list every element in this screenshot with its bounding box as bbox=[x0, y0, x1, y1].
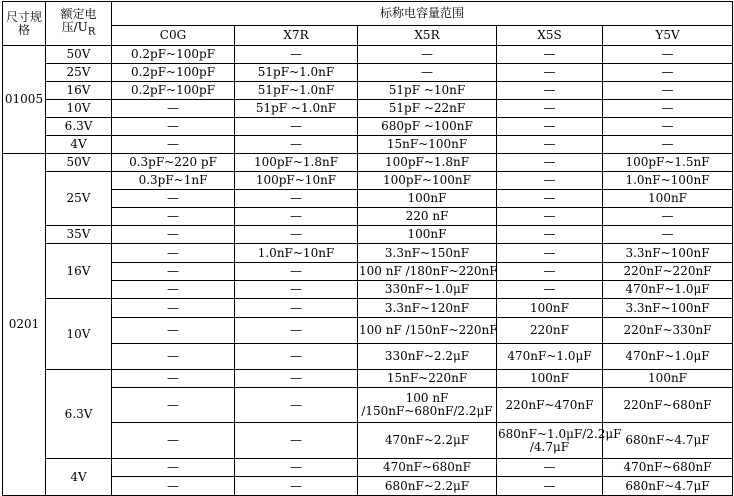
voltage-cell: 6.3V bbox=[46, 370, 112, 459]
table-cell: — bbox=[235, 459, 358, 477]
table-cell: 220nF~680nF bbox=[603, 388, 733, 423]
voltage-cell: 25V bbox=[46, 172, 112, 226]
table-cell: — bbox=[235, 46, 358, 64]
table-cell: — bbox=[603, 208, 733, 226]
table-cell: — bbox=[235, 281, 358, 299]
table-cell: — bbox=[112, 477, 235, 496]
table-cell: 51pF~1.0nF bbox=[235, 64, 358, 82]
table-cell: 1.0nF~10nF bbox=[235, 244, 358, 263]
table-cell: — bbox=[112, 100, 235, 118]
size-cell-01005: 01005 bbox=[3, 46, 46, 154]
table-cell: — bbox=[112, 226, 235, 244]
table-cell: 220nF bbox=[497, 318, 603, 344]
table-cell: — bbox=[358, 46, 497, 64]
table-cell: 100 nF /180nF~220nF bbox=[358, 263, 497, 281]
table-cell: 220nF~220nF bbox=[603, 263, 733, 281]
table-cell: 0.2pF~100pF bbox=[112, 64, 235, 82]
table-cell: 15nF~100nF bbox=[358, 136, 497, 154]
table-cell: — bbox=[112, 281, 235, 299]
table-cell: 680nF~4.7μF bbox=[603, 477, 733, 496]
table-cell: — bbox=[497, 172, 603, 190]
table-cell: 680nF~2.2μF bbox=[358, 477, 497, 496]
dielectric-header-x5s: X5S bbox=[497, 26, 603, 46]
voltage-cell: 16V bbox=[46, 82, 112, 100]
table-cell: 100pF~1.8nF bbox=[235, 154, 358, 172]
table-cell: — bbox=[497, 190, 603, 208]
table-cell: 470nF~1.0μF bbox=[603, 281, 733, 299]
table-cell: — bbox=[603, 82, 733, 100]
table-cell: — bbox=[603, 46, 733, 64]
voltage-cell: 6.3V bbox=[46, 118, 112, 136]
voltage-cell: 4V bbox=[46, 459, 112, 496]
voltage-header-subscript: R bbox=[87, 26, 96, 38]
table-cell: 470nF~2.2μF bbox=[358, 423, 497, 459]
table-cell: 330nF~2.2μF bbox=[358, 344, 497, 370]
table-cell: — bbox=[497, 154, 603, 172]
voltage-header bbox=[46, 2, 112, 46]
table-cell: 100pF~100nF bbox=[358, 172, 497, 190]
table-cell: — bbox=[497, 136, 603, 154]
table-cell: — bbox=[497, 281, 603, 299]
table-cell: 51pF ~1.0nF bbox=[235, 100, 358, 118]
table-cell: — bbox=[235, 388, 358, 423]
table-cell: — bbox=[112, 263, 235, 281]
size-header-text: 尺寸规格 bbox=[5, 9, 42, 37]
table-cell: 100 nF /150nF~220nF bbox=[358, 318, 497, 344]
table-cell: 100nF bbox=[358, 226, 497, 244]
table-cell: 51pF ~10nF bbox=[358, 82, 497, 100]
table-cell: — bbox=[497, 263, 603, 281]
table-cell: 100nF bbox=[497, 299, 603, 318]
dielectric-header-x5r: X5R bbox=[358, 26, 497, 46]
table-cell: — bbox=[497, 477, 603, 496]
table-cell: 100nF bbox=[603, 190, 733, 208]
table-cell: — bbox=[112, 190, 235, 208]
voltage-cell: 10V bbox=[46, 100, 112, 118]
table-cell: 680nF~1.0μF/2.2μF /4.7μF bbox=[497, 423, 603, 459]
table-cell: — bbox=[112, 423, 235, 459]
table-cell: 0.2pF~100pF bbox=[112, 46, 235, 64]
table-cell: — bbox=[112, 459, 235, 477]
table-cell: — bbox=[603, 118, 733, 136]
voltage-cell: 25V bbox=[46, 64, 112, 82]
table-cell: — bbox=[497, 226, 603, 244]
table-cell: — bbox=[235, 318, 358, 344]
table-cell: — bbox=[497, 244, 603, 263]
table-cell: 0.3pF~220 pF bbox=[112, 154, 235, 172]
voltage-cell: 4V bbox=[46, 136, 112, 154]
table-cell: 680nF~4.7μF bbox=[603, 423, 733, 459]
table-cell: 3.3nF~120nF bbox=[358, 299, 497, 318]
table-cell: — bbox=[497, 118, 603, 136]
table-cell: 100pF~1.8nF bbox=[358, 154, 497, 172]
table-cell: — bbox=[235, 226, 358, 244]
dielectric-header-y5v: Y5V bbox=[603, 26, 733, 46]
table-cell: — bbox=[235, 370, 358, 388]
table-cell: 330nF~1.0μF bbox=[358, 281, 497, 299]
table-cell: 220nF~470nF bbox=[497, 388, 603, 423]
table-cell: 100 nF /150nF~680nF/2.2μF bbox=[358, 388, 497, 423]
table-cell: — bbox=[603, 136, 733, 154]
table-cell: 0.3pF~1nF bbox=[112, 172, 235, 190]
table-cell: — bbox=[358, 64, 497, 82]
table-cell: 100pF~1.5nF bbox=[603, 154, 733, 172]
table-cell: — bbox=[497, 459, 603, 477]
voltage-cell: 35V bbox=[46, 226, 112, 244]
table-cell: — bbox=[235, 136, 358, 154]
table-cell: — bbox=[235, 263, 358, 281]
table-cell: 100pF~10nF bbox=[235, 172, 358, 190]
table-cell: — bbox=[112, 299, 235, 318]
table-cell: — bbox=[603, 100, 733, 118]
table-cell: 3.3nF~150nF bbox=[358, 244, 497, 263]
table-cell: 15nF~220nF bbox=[358, 370, 497, 388]
table-cell: — bbox=[112, 388, 235, 423]
table-cell: — bbox=[497, 64, 603, 82]
dielectric-header-x7r: X7R bbox=[235, 26, 358, 46]
table-cell: 100nF bbox=[358, 190, 497, 208]
table-cell: 0.2pF~100pF bbox=[112, 82, 235, 100]
table-cell: — bbox=[112, 318, 235, 344]
table-cell: 220 nF bbox=[358, 208, 497, 226]
table-cell: — bbox=[235, 477, 358, 496]
table-cell: — bbox=[112, 370, 235, 388]
range-header: 标称电容量范围 bbox=[112, 2, 733, 26]
table-cell: — bbox=[235, 344, 358, 370]
table-cell: — bbox=[112, 208, 235, 226]
table-cell: — bbox=[112, 244, 235, 263]
voltage-cell: 16V bbox=[46, 244, 112, 299]
table-cell: — bbox=[497, 208, 603, 226]
table-cell: 470nF~680nF bbox=[358, 459, 497, 477]
table-cell: — bbox=[603, 64, 733, 82]
table-cell: 51pF ~22nF bbox=[358, 100, 497, 118]
table-cell: — bbox=[112, 136, 235, 154]
table-cell: — bbox=[497, 82, 603, 100]
table-cell: — bbox=[497, 100, 603, 118]
table-cell: 470nF~680nF bbox=[603, 459, 733, 477]
table-cell: 100nF bbox=[497, 370, 603, 388]
table-cell: 3.3nF~100nF bbox=[603, 244, 733, 263]
table-cell: — bbox=[235, 190, 358, 208]
table-cell: 680pF ~100nF bbox=[358, 118, 497, 136]
dielectric-header-c0g: C0G bbox=[112, 26, 235, 46]
size-header bbox=[3, 2, 46, 46]
table-cell: 3.3nF~100nF bbox=[603, 299, 733, 318]
voltage-cell: 10V bbox=[46, 299, 112, 370]
table-cell: 1.0nF~100nF bbox=[603, 172, 733, 190]
table-cell: — bbox=[603, 226, 733, 244]
table-cell: — bbox=[112, 344, 235, 370]
table-cell: 220nF~330nF bbox=[603, 318, 733, 344]
voltage-cell: 50V bbox=[46, 46, 112, 64]
table-cell: — bbox=[497, 46, 603, 64]
table-cell: — bbox=[112, 118, 235, 136]
table-cell: — bbox=[235, 299, 358, 318]
size-cell-0201: 0201 bbox=[3, 154, 46, 496]
capacitance-range-table bbox=[2, 1, 733, 496]
voltage-cell: 50V bbox=[46, 154, 112, 172]
table-cell: — bbox=[235, 208, 358, 226]
table-cell: 470nF~1.0μF bbox=[603, 344, 733, 370]
table-cell: 470nF~1.0μF bbox=[497, 344, 603, 370]
table-cell: 100nF bbox=[603, 370, 733, 388]
table-cell: — bbox=[235, 118, 358, 136]
table-cell: — bbox=[235, 423, 358, 459]
table-cell: 51pF~1.0nF bbox=[235, 82, 358, 100]
voltage-header-text: 额定电压/U bbox=[60, 7, 97, 35]
